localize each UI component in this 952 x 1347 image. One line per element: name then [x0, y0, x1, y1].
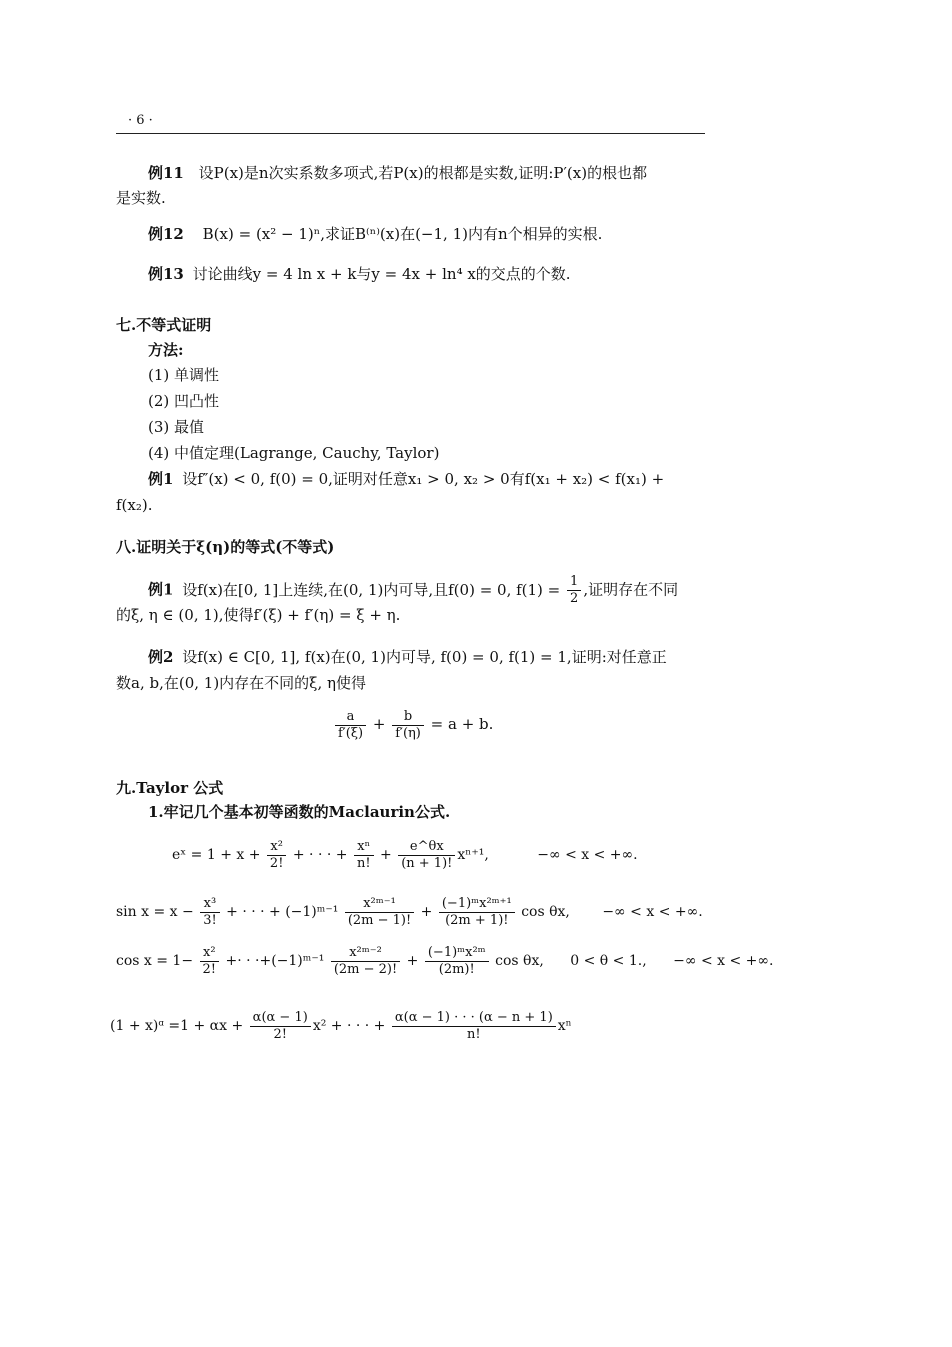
section-7-title: 七.不等式证明	[116, 316, 212, 334]
frac: $\frac{\alpha(\alpha - 1) \cdot \cdot \cdot (\alpha - n + 1)}{n!}$	[392, 1010, 556, 1043]
example-label: 例1	[148, 580, 174, 599]
example-12	[148, 223, 602, 245]
section-9-subtitle: 1.牢记几个基本初等函数的Maclaurin公式.	[148, 803, 451, 821]
frac: $\frac{\text{x²ᵐ⁻²}}{(2m - 2)!}$	[331, 945, 400, 978]
method-item-3: (3) 最值	[148, 418, 205, 436]
equation-a-b: $\frac{a}{f'(\xi)}$ + $\frac{b}{f'(\eta)}$ = a + b.	[333, 706, 493, 742]
example-text: 设f(x)在[0, 1]上连续,在(0, 1)内可导,且f(0) = 0, f(1) =	[182, 580, 561, 599]
example-text: 设f″(x) < 0, f(0) = 0,证明对任意x₁ > 0, x₂ > 0有f(x₁ + x₂) < f(x₁) +	[182, 470, 665, 488]
section-8-example-1-cont: 的ξ, η ∈ (0, 1),使得f′(ξ) + f′(η) = ξ + η.	[116, 606, 401, 624]
fraction-one-half: $\frac{1}{2}$	[567, 574, 581, 607]
frac: $\frac{\text{(−1)ᵐx²ᵐ⁺¹}}{(2m + 1)!}$	[439, 896, 515, 929]
example-text-tail: ,证明存在不同	[583, 580, 679, 599]
example-text: B(x) = (x² − 1)ⁿ,求证B⁽ⁿ⁾(x)在(−1, 1)内有n个相异的实根.	[202, 225, 603, 243]
method-item-1: (1) 单调性	[148, 366, 220, 384]
method-label: 方法:	[148, 341, 184, 359]
example-text: 设f(x) ∈ C[0, 1], f(x)在(0, 1)内可导, f(0) = 0, f(1) = 1,证明:对任意正	[182, 648, 667, 666]
section-7-example-1-cont: f(x₂).	[116, 496, 153, 514]
frac: $\frac{\text{xⁿ}}{n!}$	[354, 839, 374, 872]
example-11	[148, 162, 647, 184]
example-label: 例2	[148, 648, 174, 666]
formula-exp: eˣ = 1 + x + $\frac{\text{x²}}{2!}$ + · · · + $\frac{\text{xⁿ}}{n!}$ + $\frac{e\^{}\theta x}{(n + 1)!}$ xⁿ⁺¹, −∞ < x < +∞.	[172, 838, 638, 871]
example-label: 例13	[148, 265, 184, 283]
example-text: 设P(x)是n次实系数多项式,若P(x)的根都是实数,证明:P′(x)的根也都	[198, 164, 648, 182]
frac: $\frac{\text{x²ᵐ⁻¹}}{(2m - 1)!}$	[345, 896, 414, 929]
method-item-2: (2) 凹凸性	[148, 392, 220, 410]
example-label: 例1	[148, 470, 174, 488]
fraction-a: $\frac{a}{f'(\xi)}$	[335, 709, 366, 742]
section-8-example-2-cont: 数a, b,在(0, 1)内存在不同的ξ, η使得	[116, 674, 366, 692]
header-rule	[116, 133, 705, 134]
equation-rhs: = a + b.	[430, 715, 494, 733]
frac: $\frac{e\^{}\theta x}{(n + 1)!}$	[398, 839, 455, 872]
example-label: 例11	[148, 164, 184, 182]
formula-cos: cos x = 1− $\frac{\text{x²}}{2!}$ +· · ·+(−1)ᵐ⁻¹ $\frac{\text{x²ᵐ⁻²}}{(2m - 2)!}$ + $\frac{\text{(−1)ᵐx²ᵐ}}{(2m)!}$ cos θx, 0 < θ < 1., −∞ < x < +∞.	[116, 944, 774, 977]
formula-binomial: (1 + x)ᵅ =1 + αx + $\frac{\alpha(\alpha - 1)}{2!}$ x² + · · · + $\frac{\alpha(\alpha - 1) \cdot \cdot \cdot (\alpha - n + 1)}{n!}$ xⁿ	[110, 1009, 572, 1042]
example-label: 例12	[148, 225, 184, 243]
formula-sin: sin x = x − $\frac{\text{x³}}{3!}$ + · · · + (−1)ᵐ⁻¹ $\frac{\text{x²ᵐ⁻¹}}{(2m - 1)!}$ + $\frac{\text{(−1)ᵐx²ᵐ⁺¹}}{(2m + 1)!}$ cos θx, −∞ < x < +∞.	[116, 895, 703, 928]
example-11-cont: 是实数.	[116, 189, 166, 207]
section-8-example-1	[148, 574, 678, 607]
example-13	[148, 263, 571, 285]
frac: $\frac{\text{(−1)ᵐx²ᵐ}}{(2m)!}$	[425, 945, 489, 978]
section-9-title: 九.Taylor 公式	[116, 779, 224, 797]
method-item-4: (4) 中值定理(Lagrange, Cauchy, Taylor)	[148, 444, 440, 462]
section-8-example-2	[148, 646, 667, 668]
example-text: 讨论曲线y = 4 ln x + k与y = 4x + ln⁴ x的交点的个数.	[192, 265, 571, 283]
frac: $\frac{\text{x³}}{3!}$	[200, 896, 220, 929]
frac: $\frac{\text{x²}}{2!}$	[200, 945, 220, 978]
section-8-title: 八.证明关于ξ(η)的等式(不等式)	[116, 538, 335, 556]
fraction-b: $\frac{b}{f'(\eta)}$	[392, 709, 424, 742]
frac: $\frac{\alpha(\alpha - 1)}{2!}$	[250, 1010, 311, 1043]
frac: $\frac{\text{x²}}{2!}$	[267, 839, 287, 872]
section-7-example-1	[148, 468, 664, 490]
page-number: · 6 ·	[128, 113, 153, 128]
